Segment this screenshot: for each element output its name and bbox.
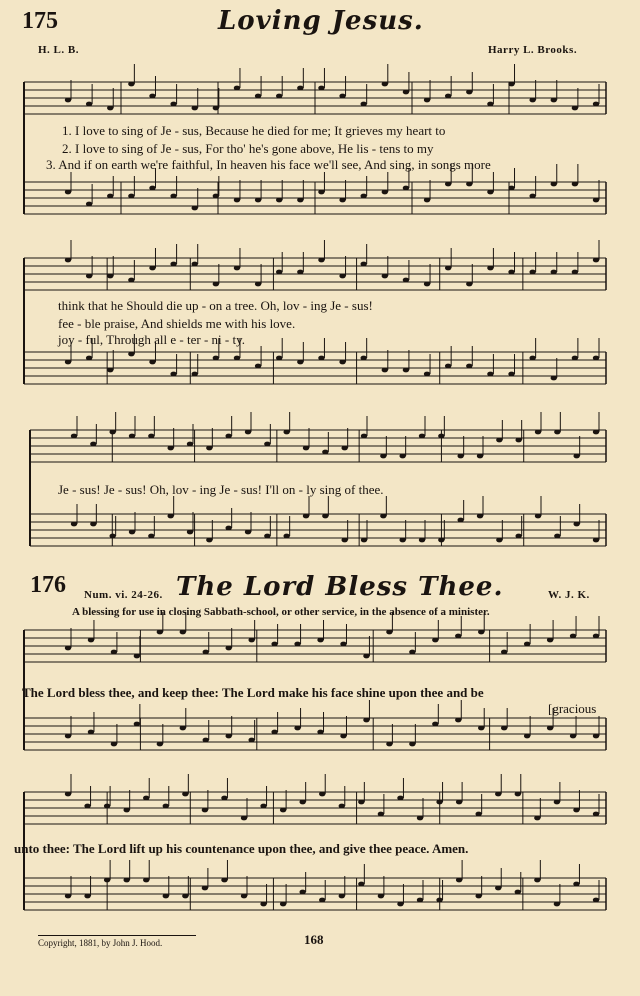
hymn-175-verse-1: 1. I love to sing of Je - sus, Because he died for me; It grieves my heart to <box>62 123 446 138</box>
hymn-176-scripture: Num. vi. 24-26. <box>84 589 163 601</box>
hymn-175-verse-2: 2. I love to sing of Je - sus, For tho' he's gone above, He lis - tens to my <box>62 141 434 156</box>
hymn-175-title: Loving Jesus. <box>218 6 424 36</box>
hymn-176-line-1: The Lord bless thee, and keep thee: The Lord make his face shine upon thee and be <box>22 685 484 700</box>
hymn-175-verse-3: 3. And if on earth we're faithful, In heaven his face we'll see, And sing, in songs more <box>46 157 491 172</box>
hymn-176-line-1-cont: [gracious <box>548 701 597 716</box>
hymn-175-composer: Harry L. Brooks. <box>488 44 578 56</box>
hymn-175-line-2a: think that he Should die up - on a tree. Oh, lov - ing Je - sus! <box>58 298 373 313</box>
hymn-176-author: W. J. K. <box>548 589 590 601</box>
copyright: Copyright, 1881, by John J. Hood. <box>38 938 163 948</box>
hymn-176-number: 176 <box>30 572 66 598</box>
hymn-176-title: The Lord Bless Thee. <box>176 572 504 602</box>
hymn-175-line-2c: joy - ful, Through all e - ter - ni - ty. <box>58 332 246 347</box>
hymn-176-line-2: unto thee: The Lord lift up his countenance upon thee, and give thee peace. Amen. <box>14 841 469 856</box>
footer-rule <box>38 935 196 936</box>
page-number: 168 <box>304 932 324 947</box>
hymn-175-refrain: Je - sus! Je - sus! Oh, lov - ing Je - sus! I'll on - ly sing of thee. <box>58 482 384 497</box>
hymn-176-subtitle: A blessing for use in closing Sabbath-school, or other service, in the absence of a minister. <box>72 606 490 618</box>
hymn-175-line-2b: fee - ble praise, And shields me with his love. <box>58 316 296 331</box>
hymn-175-author: H. L. B. <box>38 44 79 56</box>
hymn-175-number: 175 <box>22 8 58 34</box>
